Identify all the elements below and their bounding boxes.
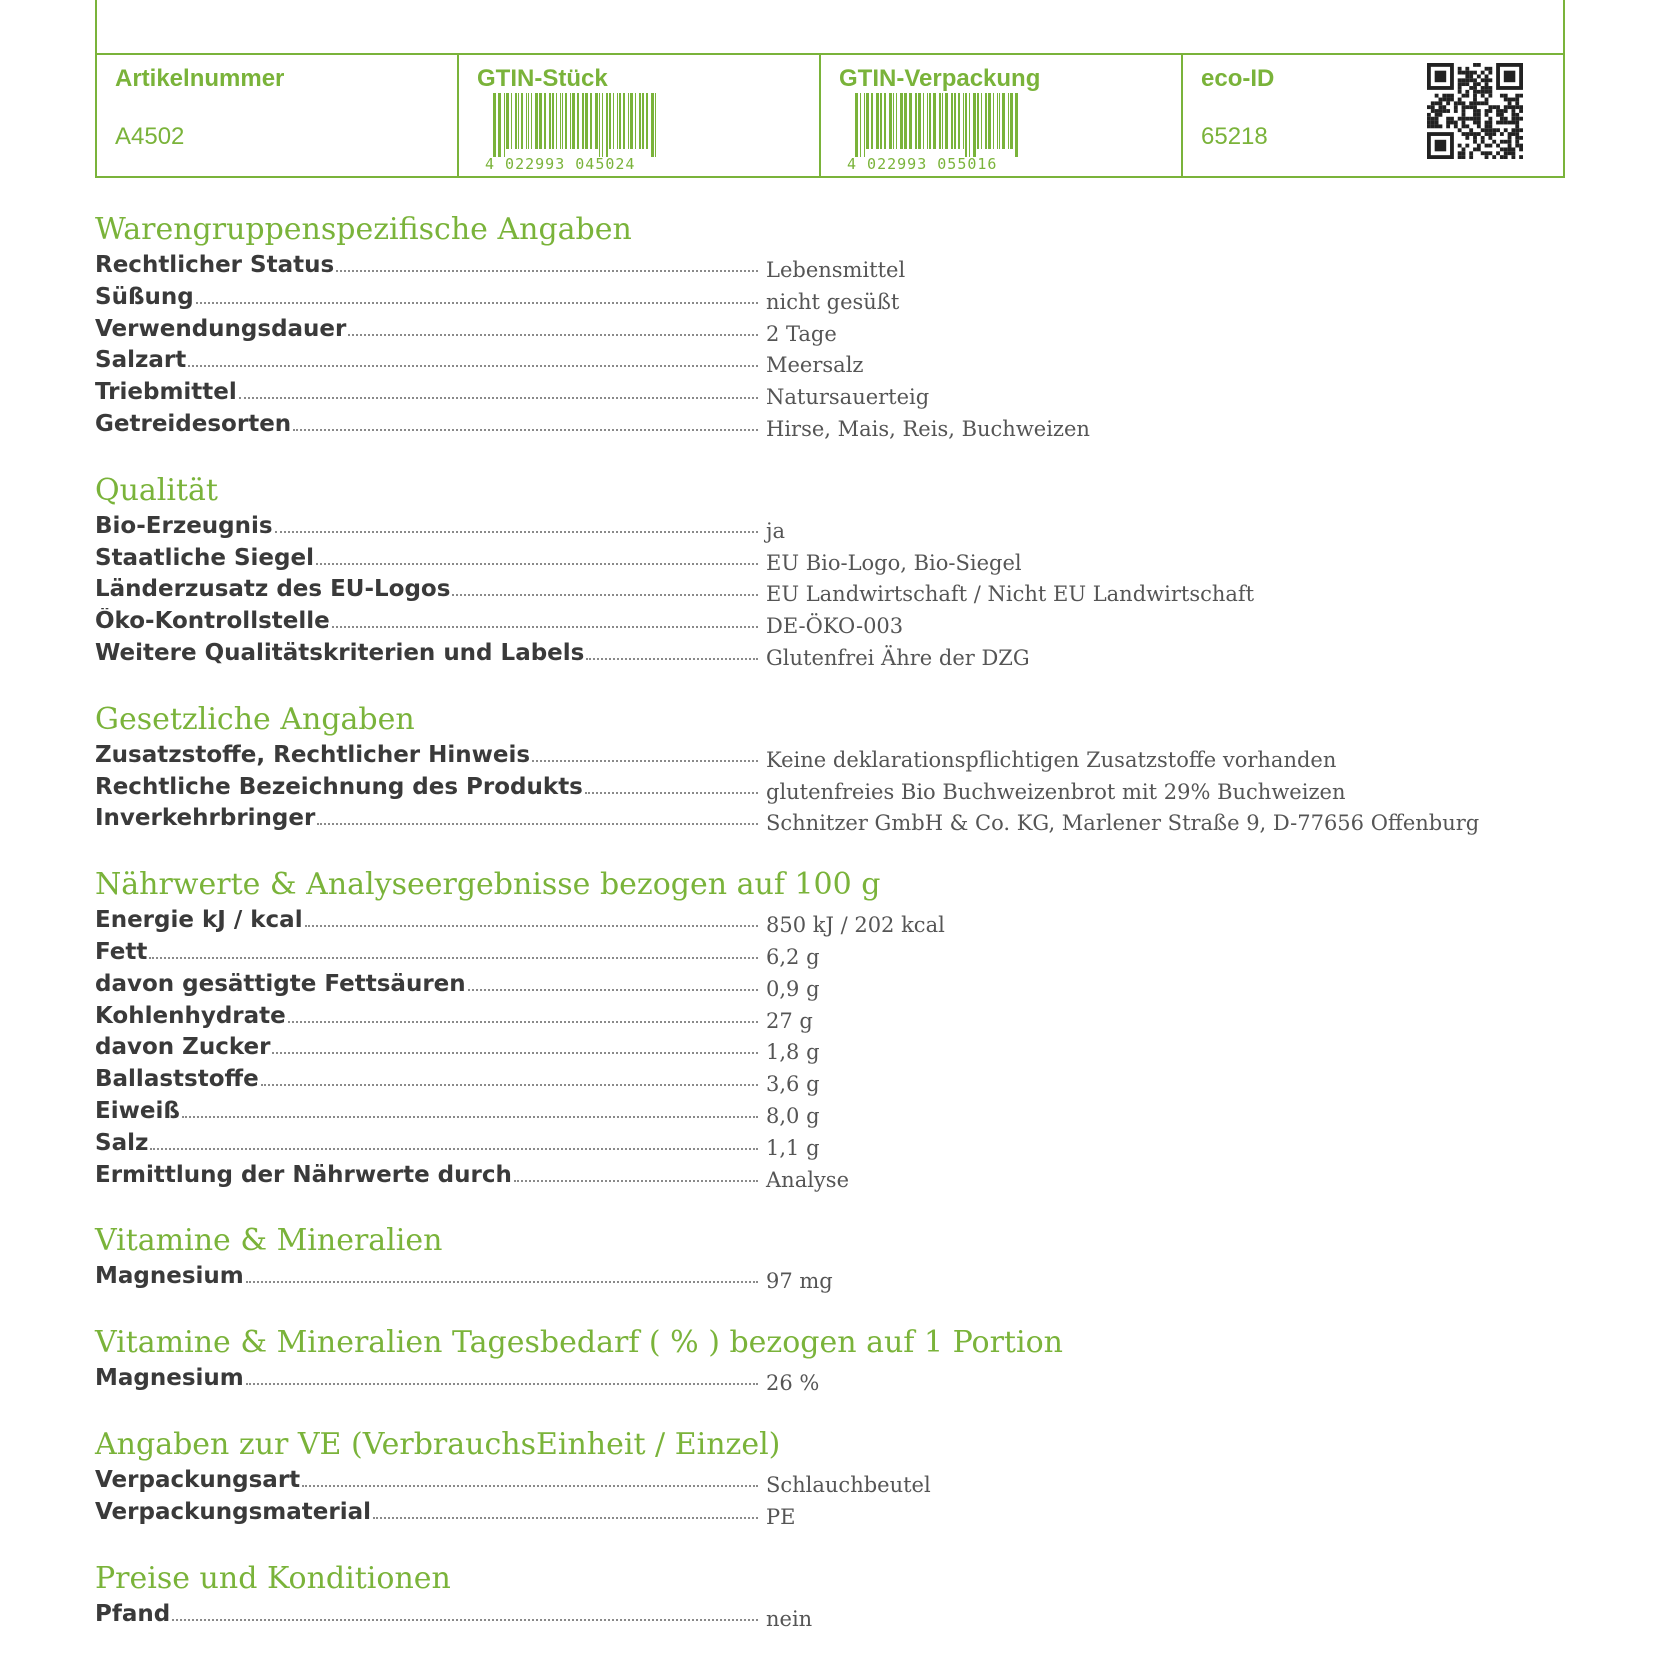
row-value: 2 Tage [766,321,837,346]
data-row [95,939,1555,971]
data-row [95,907,1555,939]
dot-leader [149,957,758,959]
dot-leader [261,1084,758,1086]
dot-leader [246,1281,758,1283]
section-title: Vitamine & Mineralien Tagesbedarf ( % ) bezogen auf 1 Portion [95,1325,1063,1361]
row-label-wrap [95,774,760,800]
data-row [95,640,1555,672]
dot-leader [272,1052,758,1054]
row-value: Analyse [766,1167,849,1192]
article-number-cell [97,55,459,176]
row-label: Öko-Kontrollstelle [95,608,330,635]
row-label-wrap [95,1467,760,1493]
eco-id-cell [1183,55,1563,176]
gtin-pack-barcode [847,93,1027,157]
row-label-wrap [95,1263,760,1289]
data-row [95,576,1555,608]
row-label-wrap [95,379,760,405]
row-label: Salzart [95,347,187,374]
row-value: Keine deklarationspflichtigen Zusatzstoffe vorhanden [766,747,1337,772]
row-label: Getreidesorten [95,410,292,437]
data-row [95,971,1555,1003]
dot-leader [196,302,758,304]
row-label-wrap [95,252,760,278]
row-value: 8,0 g [766,1103,820,1128]
row-label-wrap [95,1066,760,1092]
data-row [95,1003,1555,1035]
row-label-wrap [95,1003,760,1029]
row-value: PE [766,1504,796,1529]
row-label-wrap [95,411,760,437]
data-row [95,1467,1555,1499]
dot-leader [316,563,758,565]
dot-leader [246,1383,758,1385]
eco-id-value: 65218 [1201,123,1268,150]
row-value: glutenfreies Bio Buchweizenbrot mit 29% Buchweizen [766,779,1346,804]
row-label-wrap [95,1365,760,1391]
row-label-wrap [95,608,760,634]
row-label-wrap [95,284,760,310]
dot-leader [302,1485,758,1487]
row-value: Schnitzer GmbH & Co. KG, Marlener Straße 9, D-77656 Offenburg [766,811,1480,836]
row-label: Weitere Qualitätskriterien und Labels [95,639,585,666]
data-row [95,1499,1555,1531]
row-value: 27 g [766,1008,813,1033]
data-row [95,347,1555,379]
data-row [95,513,1555,545]
row-label-wrap [95,1034,760,1060]
row-value: Natursauerteig [766,385,930,410]
row-label: Staatliche Siegel [95,544,314,571]
data-row [95,1098,1555,1130]
dot-leader [188,365,758,367]
data-row [95,1365,1555,1397]
row-label: Länderzusatz des EU-Logos [95,576,451,603]
dot-leader [150,1148,758,1150]
row-value: Lebensmittel [766,258,906,282]
row-value: EU Bio-Logo, Bio-Siegel [766,550,1022,575]
row-label: Rechtlicher Status [95,252,335,278]
row-value: nein [766,1606,813,1631]
row-label-wrap [95,939,760,965]
row-label-wrap [95,347,760,373]
dot-leader [317,823,758,825]
row-value: 1,8 g [766,1040,820,1065]
data-row [95,252,1555,284]
row-label-wrap [95,640,760,666]
qr-code-icon [1427,63,1523,159]
section [95,1425,1555,1531]
row-label: Pfand [95,1600,171,1627]
row-label: Inverkehrbringer [95,805,316,832]
gtin-pack-cell [821,55,1183,176]
data-row [95,1130,1555,1162]
row-label: Ballaststoffe [95,1066,259,1093]
dot-leader [373,1517,758,1519]
row-label: Fett [95,938,148,965]
row-label: Verwendungsdauer [95,315,347,342]
dot-leader [288,1021,758,1023]
row-label: Salz [95,1129,149,1156]
section-title: Preise und Konditionen [95,1560,451,1596]
row-value: ja [766,518,786,543]
row-label-wrap [95,1130,760,1156]
data-row [95,411,1555,443]
row-label-wrap [95,805,760,831]
dot-leader [275,531,758,533]
eco-id-label: eco-ID [1201,65,1275,92]
row-label-wrap [95,1499,760,1525]
row-label-wrap [95,545,760,571]
row-label: Rechtliche Bezeichnung des Produkts [95,773,583,800]
row-value: 26 % [766,1371,820,1396]
row-value: 850 kJ / 202 kcal [766,913,945,938]
section-title: Angaben zur VE (VerbrauchsEinheit / Einzel) [95,1426,781,1462]
section-title: Qualität [95,472,218,508]
section-title: Warengruppenspezifische Angaben [95,212,632,247]
row-label-wrap [95,316,760,342]
section-title: Nährwerte & Analyseergebnisse bezogen auf 100 g [95,867,881,903]
section-title: Gesetzliche Angaben [95,701,415,737]
data-row [95,1162,1555,1194]
article-number-value: A4502 [115,123,185,150]
row-label: davon Zucker [95,1034,271,1061]
row-value: Hirse, Mais, Reis, Buchweizen [766,416,1090,441]
dot-leader [332,626,758,628]
dot-leader [532,760,758,762]
row-value: 97 mg [766,1269,833,1294]
row-label: Kohlenhydrate [95,1002,286,1029]
row-label: Energie kJ / kcal [95,907,303,934]
row-value: EU Landwirtschaft / Nicht EU Landwirtschaft [766,582,1255,607]
row-label: Magnesium [95,1365,244,1392]
section [95,1323,1555,1397]
row-value: 1,1 g [766,1135,820,1160]
dot-leader [336,270,758,272]
product-data-sheet [95,210,1555,1660]
section [95,1221,1555,1295]
dot-leader [172,1619,758,1621]
section-title: Vitamine & Mineralien [95,1223,443,1259]
dot-leader [586,658,758,660]
row-label-wrap [95,513,760,539]
gtin-piece-cell [459,55,821,176]
row-value: Glutenfrei Ähre der DZG [766,645,1030,670]
row-value: DE-ÖKO-003 [766,614,904,639]
data-row [95,379,1555,411]
dot-leader [514,1180,758,1182]
product-id-header [95,0,1565,178]
data-row [95,1034,1555,1066]
data-row [95,1066,1555,1098]
section [95,865,1555,1193]
dot-leader [468,989,758,991]
row-label: Ermittlung der Nährwerte durch [95,1161,512,1188]
row-value: 0,9 g [766,976,820,1001]
row-label: Magnesium [95,1263,244,1290]
row-label: Eiweiß [95,1097,180,1124]
row-label: Triebmittel [95,379,237,406]
data-row [95,1601,1555,1633]
data-row [95,742,1555,774]
row-label-wrap [95,971,760,997]
product-id-row [97,53,1563,176]
data-row [95,316,1555,348]
gtin-piece-label: GTIN-Stück [477,65,608,92]
gtin-piece-barcode [485,93,665,157]
data-row [95,545,1555,577]
row-label-wrap [95,1162,760,1188]
dot-leader [239,397,758,399]
dot-leader [452,594,758,596]
row-value: 3,6 g [766,1072,820,1097]
article-number-label: Artikelnummer [115,65,285,92]
row-label: Bio-Erzeugnis [95,512,273,539]
row-value: Schlauchbeutel [766,1472,931,1497]
gtin-pack-digits: 4 022993 055016 [847,155,998,173]
row-value: 6,2 g [766,944,820,969]
section [95,700,1555,837]
dot-leader [305,925,758,927]
section [95,471,1555,672]
data-row [95,805,1555,837]
dot-leader [348,334,758,336]
row-label: Süßung [95,283,194,310]
dot-leader [182,1116,758,1118]
row-label: davon gesättigte Fettsäuren [95,970,466,997]
row-value: Meersalz [766,353,864,378]
data-row [95,608,1555,640]
row-label-wrap [95,1098,760,1124]
row-label: Zusatzstoffe, Rechtlicher Hinweis [95,741,531,768]
section [95,1559,1555,1633]
section [95,210,1555,443]
row-label: Verpackungsart [95,1466,301,1493]
gtin-pack-label: GTIN-Verpackung [839,65,1041,92]
data-row [95,1263,1555,1295]
data-row [95,284,1555,316]
row-label: Verpackungsmaterial [95,1498,372,1525]
row-label-wrap [95,907,760,933]
dot-leader [585,792,758,794]
dot-leader [293,429,758,431]
row-label-wrap [95,742,760,768]
row-value: nicht gesüßt [766,289,900,314]
data-row [95,774,1555,806]
row-label-wrap [95,1601,760,1627]
gtin-piece-digits: 4 022993 045024 [485,155,636,173]
row-label-wrap [95,576,760,602]
